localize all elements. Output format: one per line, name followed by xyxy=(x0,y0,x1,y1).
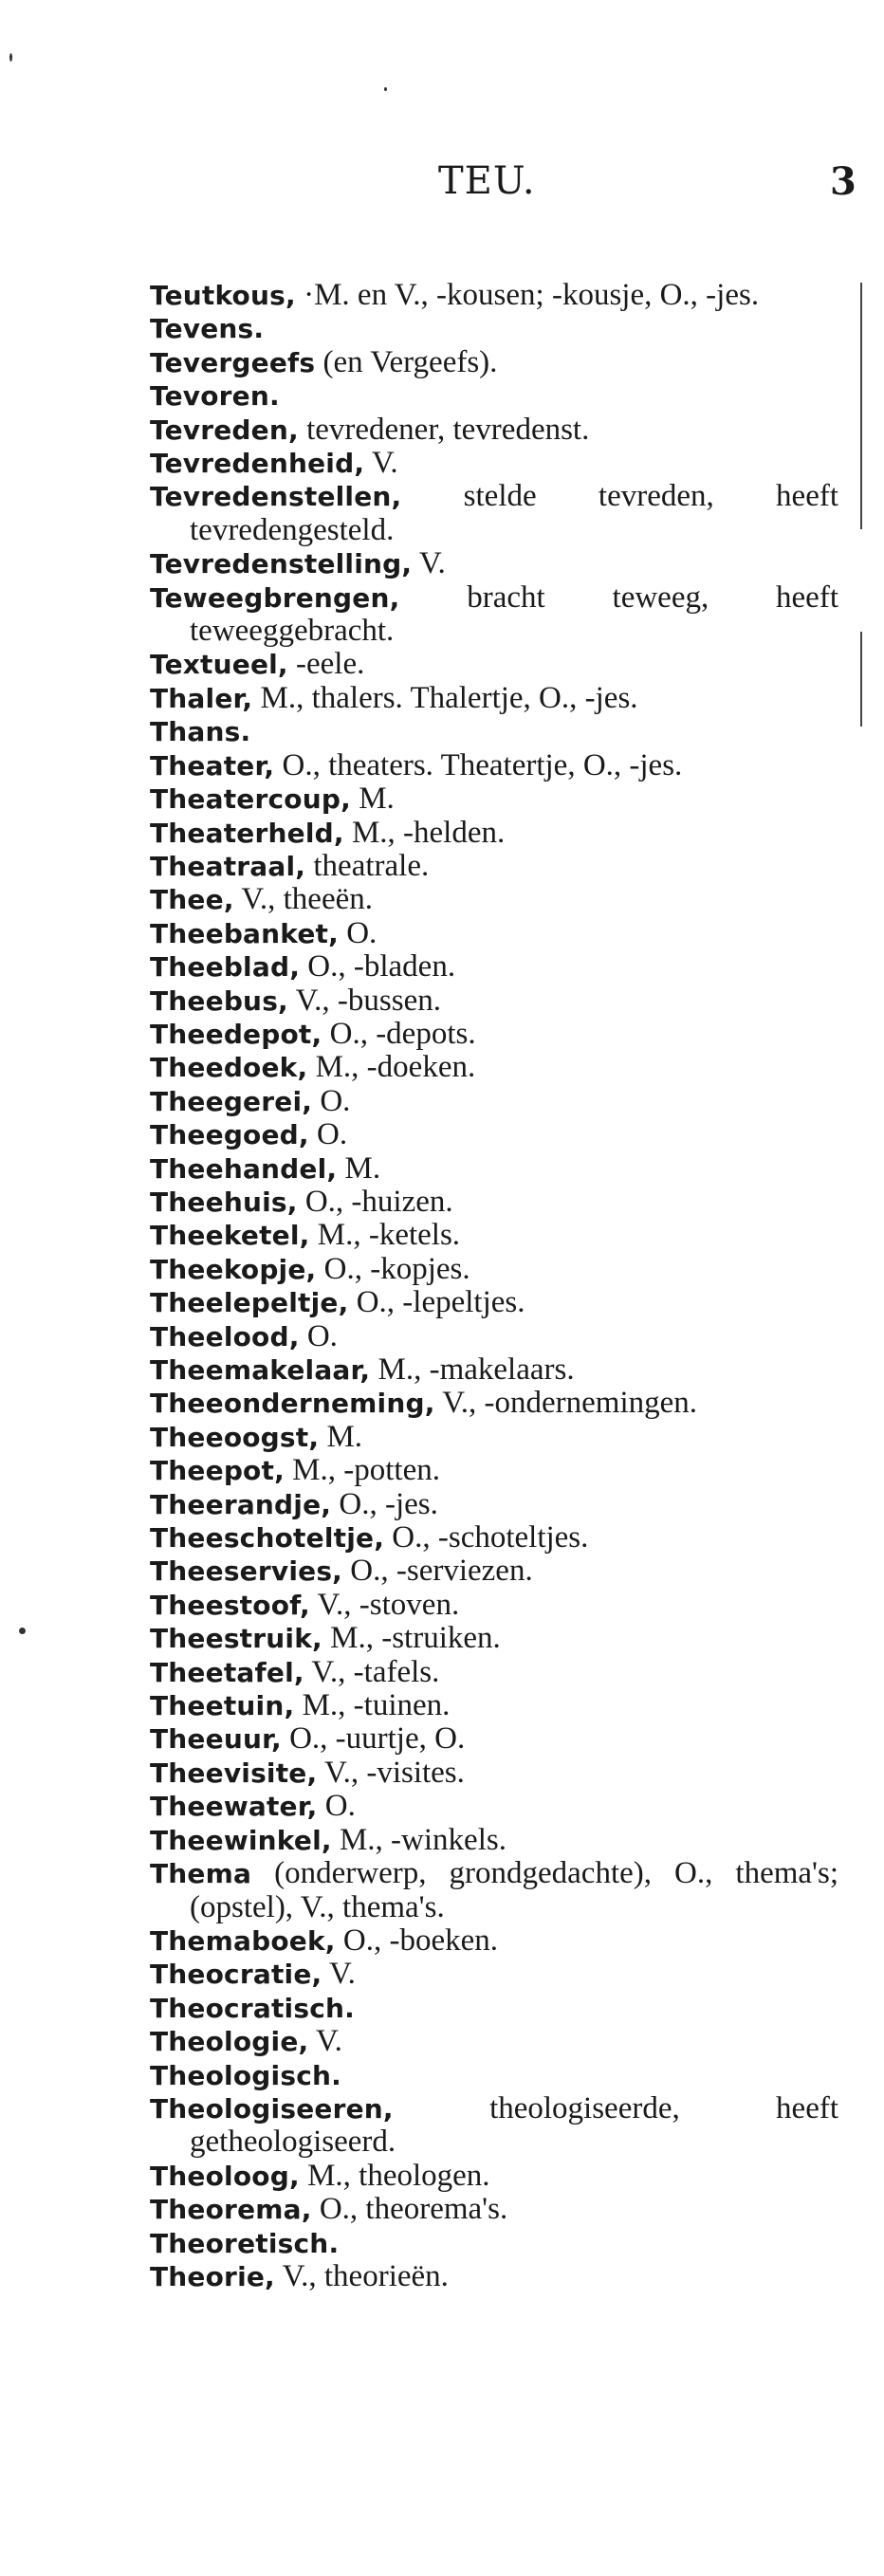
dictionary-entry xyxy=(150,1857,838,1924)
entry-headword: Tevredenstelling, xyxy=(150,548,413,580)
entry-gloss: V., theorieën. xyxy=(282,2258,449,2293)
entry-gloss: M., -makelaars. xyxy=(378,1352,575,1387)
head-word: TEU. xyxy=(438,159,536,203)
entry-headword: Theestruik, xyxy=(150,1623,322,1655)
dictionary-entry xyxy=(150,2227,838,2260)
dictionary-entry xyxy=(150,1387,838,1420)
dictionary-entry xyxy=(150,817,838,850)
entry-gloss: O., -uurtje, O. xyxy=(289,1721,466,1757)
entry-headword: Theebus, xyxy=(150,984,288,1017)
dictionary-entry xyxy=(150,1622,838,1655)
entry-gloss: M., -struiken. xyxy=(330,1621,501,1656)
entry-headword: Theebanket, xyxy=(150,917,339,949)
entry-gloss: M., -ketels. xyxy=(317,1218,461,1253)
entry-gloss: O. xyxy=(320,1083,351,1118)
dictionary-entry xyxy=(150,1656,838,1689)
dictionary-entry xyxy=(150,1018,838,1051)
dictionary-entry xyxy=(150,1152,838,1186)
entry-gloss: V. xyxy=(329,1957,356,1992)
dictionary-entry xyxy=(150,1689,838,1722)
entry-headword: Theevisite, xyxy=(150,1757,318,1789)
dictionary-entry xyxy=(150,1757,838,1790)
entry-gloss: O., -serviezen. xyxy=(350,1554,533,1589)
entry-gloss: M. xyxy=(326,1419,363,1454)
entry-gloss: theologiseerde, heeft getheologiseerd. xyxy=(190,2090,838,2160)
entry-headword: Theegerei, xyxy=(150,1085,313,1117)
dictionary-entry xyxy=(150,1589,838,1622)
entry-headword: Theedepot, xyxy=(150,1018,322,1050)
entry-headword: Theologiseeren, xyxy=(150,2092,394,2125)
entry-gloss: O. xyxy=(346,915,378,950)
entry-headword: Theeuur, xyxy=(150,1723,282,1756)
dictionary-entry xyxy=(150,782,838,816)
dictionary-entry xyxy=(150,950,838,984)
entry-headword: Theeservies, xyxy=(150,1555,343,1588)
entry-headword: Theemakelaar, xyxy=(150,1354,371,1386)
entry-headword: Theekopje, xyxy=(150,1253,317,1285)
entry-gloss: V., -ondernemingen. xyxy=(442,1386,698,1421)
dictionary-entry xyxy=(150,1118,838,1151)
entry-gloss: O., -kopjes. xyxy=(323,1251,470,1286)
entry-headword: Theoloog, xyxy=(150,2160,300,2192)
dictionary-entry xyxy=(150,581,838,649)
entry-headword: Theologisch. xyxy=(150,2059,341,2091)
entry-gloss: O., theaters. Theatertje, O., -jes. xyxy=(282,747,683,782)
entry-gloss: V. xyxy=(418,546,446,581)
entry-gloss: O. xyxy=(324,1789,356,1824)
dictionary-entry xyxy=(150,1253,838,1286)
dictionary-entry xyxy=(150,547,838,580)
entry-headword: Theehuis, xyxy=(150,1186,298,1218)
dictionary-entry xyxy=(150,1488,838,1521)
entry-gloss: O., -lepeltjes. xyxy=(356,1285,525,1320)
entry-headword: Theocratie, xyxy=(150,1959,322,1991)
entry-gloss: V. xyxy=(371,446,398,481)
dictionary-entry xyxy=(150,2260,838,2293)
dictionary-entry xyxy=(150,749,838,782)
dictionary-entry xyxy=(150,648,838,681)
entry-headword: Theeoogst, xyxy=(150,1421,320,1453)
dictionary-entry xyxy=(150,1320,838,1353)
entry-headword: Theestoof, xyxy=(150,1589,310,1621)
dictionary-entry xyxy=(150,1219,838,1252)
entry-gloss: O., -jes. xyxy=(339,1486,438,1521)
entry-headword: Tevergeefs xyxy=(150,346,316,378)
entry-headword: Theeschoteltje, xyxy=(150,1522,385,1555)
entry-headword: Theocratisch. xyxy=(150,1992,355,2024)
entry-gloss: O. xyxy=(317,1117,348,1152)
entry-gloss: (onderwerp, grondgedachte), O., thema's; (opstel), V., thema's. xyxy=(190,1856,839,1924)
dictionary-entry xyxy=(150,1924,838,1958)
entry-headword: Theetuin, xyxy=(150,1690,295,1722)
dictionary-entry xyxy=(150,1992,838,2025)
entry-headword: Theegoed, xyxy=(150,1119,309,1151)
entry-gloss: O., -huizen. xyxy=(304,1184,453,1219)
dictionary-entry xyxy=(150,414,838,447)
dictionary-entry xyxy=(150,883,838,916)
entry-headword: Theeonderneming, xyxy=(150,1388,435,1420)
entry-headword: Theedoek, xyxy=(150,1052,308,1084)
entry-headword: Theelepeltje, xyxy=(150,1287,349,1319)
dictionary-entry xyxy=(150,480,838,547)
dictionary-entry xyxy=(150,447,838,480)
dictionary-entry xyxy=(150,1555,838,1588)
entry-headword: Theepot, xyxy=(150,1455,285,1487)
entry-headword: Theeketel, xyxy=(150,1220,310,1252)
dictionary-entry xyxy=(150,312,838,345)
entry-headword: Tevens. xyxy=(150,313,265,345)
dictionary-entry xyxy=(150,1421,838,1454)
entry-headword: Theorema, xyxy=(150,2194,312,2226)
entry-headword: Tevoren. xyxy=(150,380,280,413)
running-head xyxy=(0,159,884,216)
entry-gloss: M., thalers. Thalertje, O., -jes. xyxy=(260,680,638,715)
entry-headword: Theater, xyxy=(150,749,275,782)
entry-gloss: M. xyxy=(344,1150,381,1186)
dictionary-entry xyxy=(150,715,838,748)
dictionary-entry xyxy=(150,682,838,715)
entry-headword: Theelood, xyxy=(150,1320,300,1352)
entry-gloss: M., theologen. xyxy=(307,2158,490,2193)
dictionary-entry xyxy=(150,850,838,883)
dictionary-entry xyxy=(150,1353,838,1387)
entry-gloss: M., -helden. xyxy=(351,815,506,850)
entry-headword: Themaboek, xyxy=(150,1924,336,1957)
dictionary-entry xyxy=(150,379,838,413)
dictionary-entry xyxy=(150,2025,838,2058)
dictionary-entry xyxy=(150,984,838,1018)
entry-headword: Theaterheld, xyxy=(150,817,344,849)
dictionary-entry xyxy=(150,2092,838,2160)
entry-gloss: O., -bladen. xyxy=(307,949,456,984)
dictionary-entry xyxy=(150,1824,838,1857)
dictionary-entry xyxy=(150,1085,838,1118)
page-number: 3 xyxy=(830,159,856,204)
entry-headword: Theatercoup, xyxy=(150,783,351,816)
margin-rule xyxy=(860,283,862,529)
entry-gloss: stelde tevreden, heeft tevredengesteld. xyxy=(190,479,838,547)
dictionary-entry xyxy=(150,2193,838,2226)
dictionary-entry xyxy=(150,1186,838,1219)
entry-headword: Theerandje, xyxy=(150,1488,332,1520)
entry-list xyxy=(150,279,838,2293)
entry-gloss: theatrale. xyxy=(313,848,430,883)
scan-speck xyxy=(9,53,12,62)
entry-headword: Teutkous, xyxy=(150,280,296,311)
dictionary-entry xyxy=(150,917,838,950)
scan-speck xyxy=(19,1628,26,1634)
entry-headword: Theorie, xyxy=(150,2260,275,2292)
entry-gloss: bracht teweeg, heeft teweeggebracht. xyxy=(190,580,838,649)
entry-headword: Thema xyxy=(150,1858,252,1890)
entry-headword: Theehandel, xyxy=(150,1152,338,1185)
dictionary-entry xyxy=(150,1790,838,1823)
entry-gloss: tevredener, tevredenst. xyxy=(306,412,590,447)
entry-gloss: M., -doeken. xyxy=(315,1050,476,1085)
margin-rule xyxy=(860,632,862,727)
entry-headword: Textueel, xyxy=(150,649,288,681)
entry-gloss: V. xyxy=(316,2024,342,2059)
scan-speck xyxy=(384,87,387,91)
entry-headword: Theeblad, xyxy=(150,951,301,984)
dictionary-entry xyxy=(150,2059,838,2092)
entry-gloss: V., theeën. xyxy=(241,882,373,917)
entry-headword: Tevredenstellen, xyxy=(150,481,402,513)
entry-headword: Tevreden, xyxy=(150,414,299,446)
entry-gloss: O., -depots. xyxy=(329,1016,476,1051)
entry-gloss: O., -schoteltjes. xyxy=(392,1520,589,1555)
entry-headword: Theewinkel, xyxy=(150,1824,332,1856)
dictionary-entry xyxy=(150,279,838,312)
dictionary-entry xyxy=(150,346,838,379)
entry-gloss: O., theorema's. xyxy=(319,2192,508,2227)
entry-gloss: V., -bussen. xyxy=(295,983,441,1018)
dictionary-entry xyxy=(150,1286,838,1319)
dictionary-entry xyxy=(150,1722,838,1756)
dictionary-entry xyxy=(150,1958,838,1991)
entry-gloss: M. xyxy=(359,782,395,817)
entry-gloss: (en Vergeefs). xyxy=(322,344,498,379)
entry-headword: Theetafel, xyxy=(150,1656,304,1688)
entry-gloss: O. xyxy=(306,1318,338,1353)
entry-gloss: V., -stoven. xyxy=(317,1587,460,1622)
entry-gloss: M., -winkels. xyxy=(339,1822,506,1857)
dictionary-entry xyxy=(150,1454,838,1487)
dictionary-entry xyxy=(150,2160,838,2193)
entry-gloss: V., -tafels. xyxy=(311,1654,440,1689)
entry-gloss: M., -potten. xyxy=(292,1453,440,1488)
entry-gloss: -eele. xyxy=(296,647,365,682)
entry-gloss: O., -boeken. xyxy=(342,1923,498,1958)
dictionary-entry xyxy=(150,1521,838,1555)
dictionary-entry xyxy=(150,1051,838,1084)
entry-headword: Theatraal, xyxy=(150,850,306,882)
entry-headword: Theologie, xyxy=(150,2026,309,2058)
entry-headword: Thans. xyxy=(150,716,251,748)
entry-headword: Theewater, xyxy=(150,1791,318,1823)
entry-headword: Thee, xyxy=(150,884,234,916)
entry-headword: Teweegbrengen, xyxy=(150,581,400,614)
entry-headword: Theoretisch. xyxy=(150,2227,340,2259)
entry-headword: Tevredenheid, xyxy=(150,448,365,480)
entry-gloss: V., -visites. xyxy=(324,1755,465,1790)
entry-headword: Thaler, xyxy=(150,682,253,714)
entry-gloss: ·M. en V., -kousen; -kousje, O., -jes. xyxy=(304,278,760,312)
entry-gloss: M., -tuinen. xyxy=(302,1688,451,1723)
